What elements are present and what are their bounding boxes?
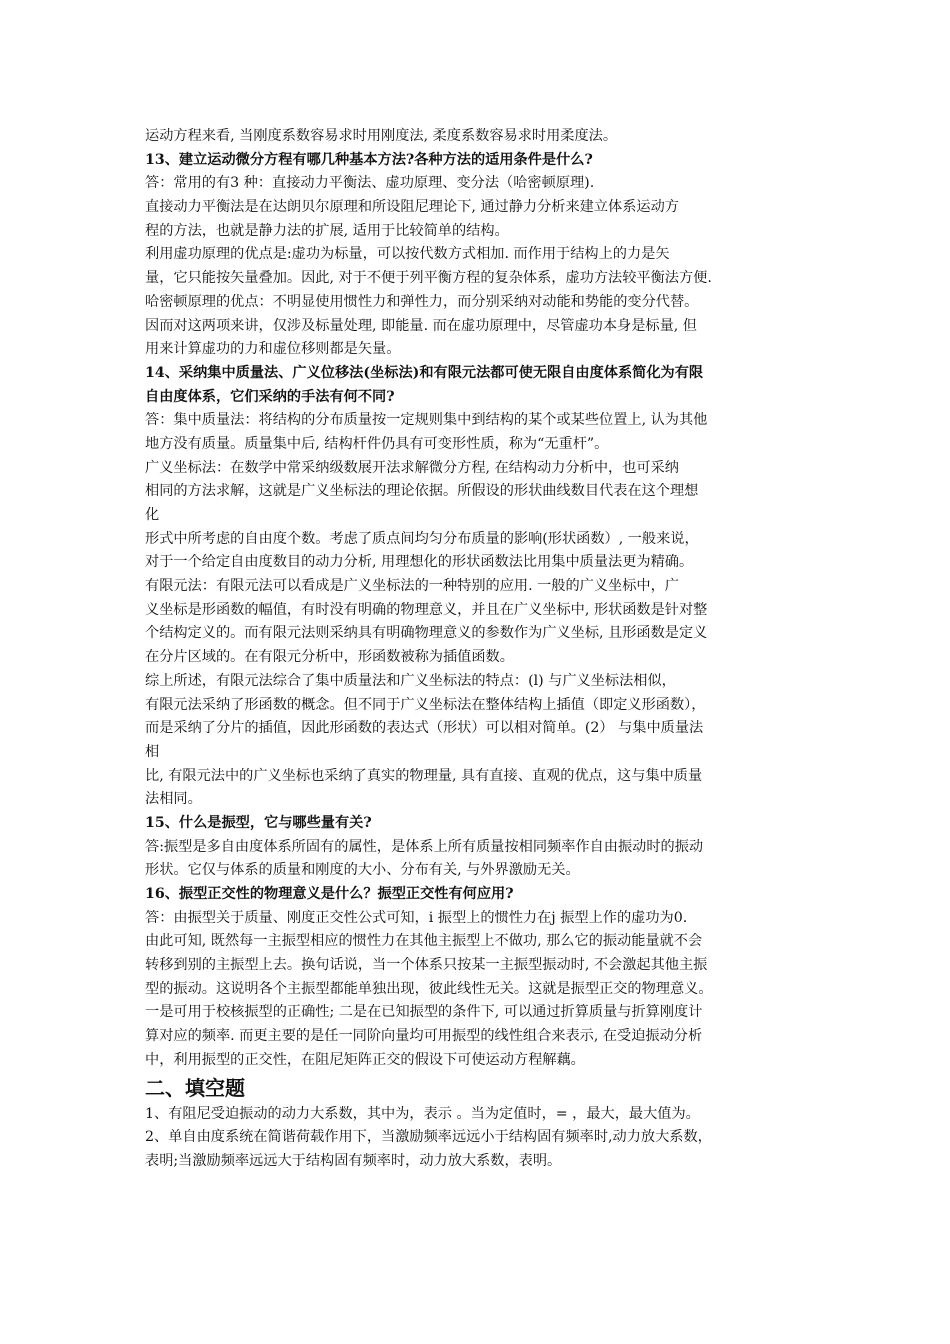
text-line: 而是采纳了分片的插值，因此形函数的表达式（形状）可以相对简单。(2） 与集中质量法 [145,720,704,737]
question-line: 13、建立运动微分方程有哪几种基本方法?各种方法的适用条件是什么? [145,151,593,168]
text-line: 答：集中质量法：将结构的分布质量按一定规则集中到结构的某个或某些位置上, 认为其他 [145,412,708,429]
question-line: 15、什么是振型，它与哪些量有关? [145,814,372,831]
text-line: 相 [145,743,160,760]
text-line: 在分片区域的。在有限元分析中，形函数被称为插值函数。 [145,649,514,666]
text-line: 2、单自由度系统在简谐荷载作用下，当激励频率远远小于结构固有频率时,动力放大系数， [145,1129,712,1146]
text-line: 1、有阻尼受迫振动的动力大系数，其中为，表示 。当为定值时，= ，最大，最大值为。 [145,1105,700,1122]
text-line: 算对应的频率. 而更主要的是任一同阶向量均可用振型的线性组合来表示, 在受迫振动分析 [145,1028,703,1045]
text-line: 运动方程来看, 当刚度系数容易求时用刚度法, 柔度系数容易求时用柔度法。 [145,128,618,144]
text-line: 地方没有质量。质量集中后, 结构杆件仍具有可变形性质，称为“无重杆”。 [145,435,609,452]
text-line: 比, 有限元法中的广义坐标也采纳了真实的物理量, 具有直接、直观的优点，这与集中质量 [145,767,703,784]
text-line: 法相同。 [145,791,202,808]
text-line: 个结构定义的。而有限元法则采纳具有明确物理意义的参数作为广义坐标, 且形函数是定义 [145,625,708,642]
text-line: 化 [145,507,160,523]
text-line: 程的方法，也就是静力法的扩展, 适用于比较简单的结构。 [145,222,509,239]
section-heading: 二、填空题 [145,1075,245,1100]
text-line: 形状。它仅与体系的质量和刚度的大小、分布有关, 与外界激励无关。 [145,862,580,879]
text-line: 因而对这两项来讲，仅涉及标量处理, 即能量. 而在虚功原理中，尽管虚功本身是标量, 但 [145,317,697,334]
text-line: 形式中所考虑的自由度个数。考虑了质点间均匀分布质量的影响(形状函数）, 一般来说， [145,530,699,547]
text-line: 一是可用于校核振型的正确性; 二是在已知振型的条件下, 可以通过折算质量与折算刚度计 [145,1004,703,1021]
text-line: 量，它只能按矢量叠加。因此, 对于不便于列平衡方程的复杂体系，虚功方法较平衡法方便. [145,270,712,287]
text-line: 哈密顿原理的优点：不明显使用惯性力和弹性力，而分别采纳对动能和势能的变分代替。 [145,293,699,310]
text-line: 直接动力平衡法是在达朗贝尔原理和所设阻尼理论下, 通过静力分析来建立体系运动方 [145,199,679,216]
text-line: 中，利用振型的正交性，在阻尼矩阵正交的假设下可使运动方程解藕。 [145,1051,585,1068]
text-line: 用来计算虚功的力和虚位移则都是矢量。 [145,341,401,358]
text-line: 广义坐标法：在数学中常采纳级数展开法求解微分方程, 在结构动力分析中，也可采纳 [145,459,679,476]
text-line: 转移到别的主振型上去。换句话说，当一个体系只按某一主振型振动时, 不会激起其他主振 [145,957,708,974]
text-line: 有限元法采纳了形函数的概念。但不同于广义坐标法在整体结构上插值（即定义形函数）， [145,696,706,713]
text-line: 综上所述，有限元法综合了集中质量法和广义坐标法的特点：(l) 与广义坐标法相似， [145,672,676,689]
text-line: 答:振型是多自由度体系所固有的属性，是体系上所有质量按相同频率作自由振动时的振动 [145,838,704,855]
text-line: 答：常用的有3 种：直接动力平衡法、虚功原理、变分法（哈密顿原理). [145,175,595,192]
question-line: 16、振型正交性的物理意义是什么？振型正交性有何应用? [145,886,514,902]
text-line: 利用虚功原理的优点是:虚功为标量，可以按代数方式相加. 而作用于结构上的力是矢 [145,246,670,263]
text-line: 答：由振型关于质量、刚度正交性公式可知，i 振型上的惯性力在j 振型上作的虚功为0. [145,909,688,926]
text-line: 型的振动。这说明各个主振型都能单独出现，彼此线性无关。这就是振型正交的物理意义。 [145,980,713,997]
text-line: 表明;当激励频率远远大于结构固有频率时，动力放大系数，表明。 [145,1152,562,1169]
text-line: 义坐标是形函数的幅值，有时没有明确的物理意义，并且在广义坐标中, 形状函数是针对整 [145,601,708,618]
question-line: 自由度体系，它们采纳的手法有何不同? [145,388,395,405]
text-line: 有限元法：有限元法可以看成是广义坐标法的一种特别的应用. 一般的广义坐标中，广 [145,578,679,595]
text-line: 相同的方法求解，这就是广义坐标法的理论依据。所假设的形状曲线数目代表在这个理想 [145,483,699,500]
document-body [145,125,825,1174]
text-line: 由此可知, 既然每一主振型相应的惯性力在其他主振型上不做功, 那么它的振动能量就不会 [145,933,703,950]
question-line: 14、采纳集中质量法、广义位移法(坐标法)和有限元法都可使无限自由度体系简化为有限 [145,364,704,381]
text-line: 对于一个给定自由度数目的动力分析, 用理想化的形状函数法比用集中质量法更为精确。 [145,554,694,571]
